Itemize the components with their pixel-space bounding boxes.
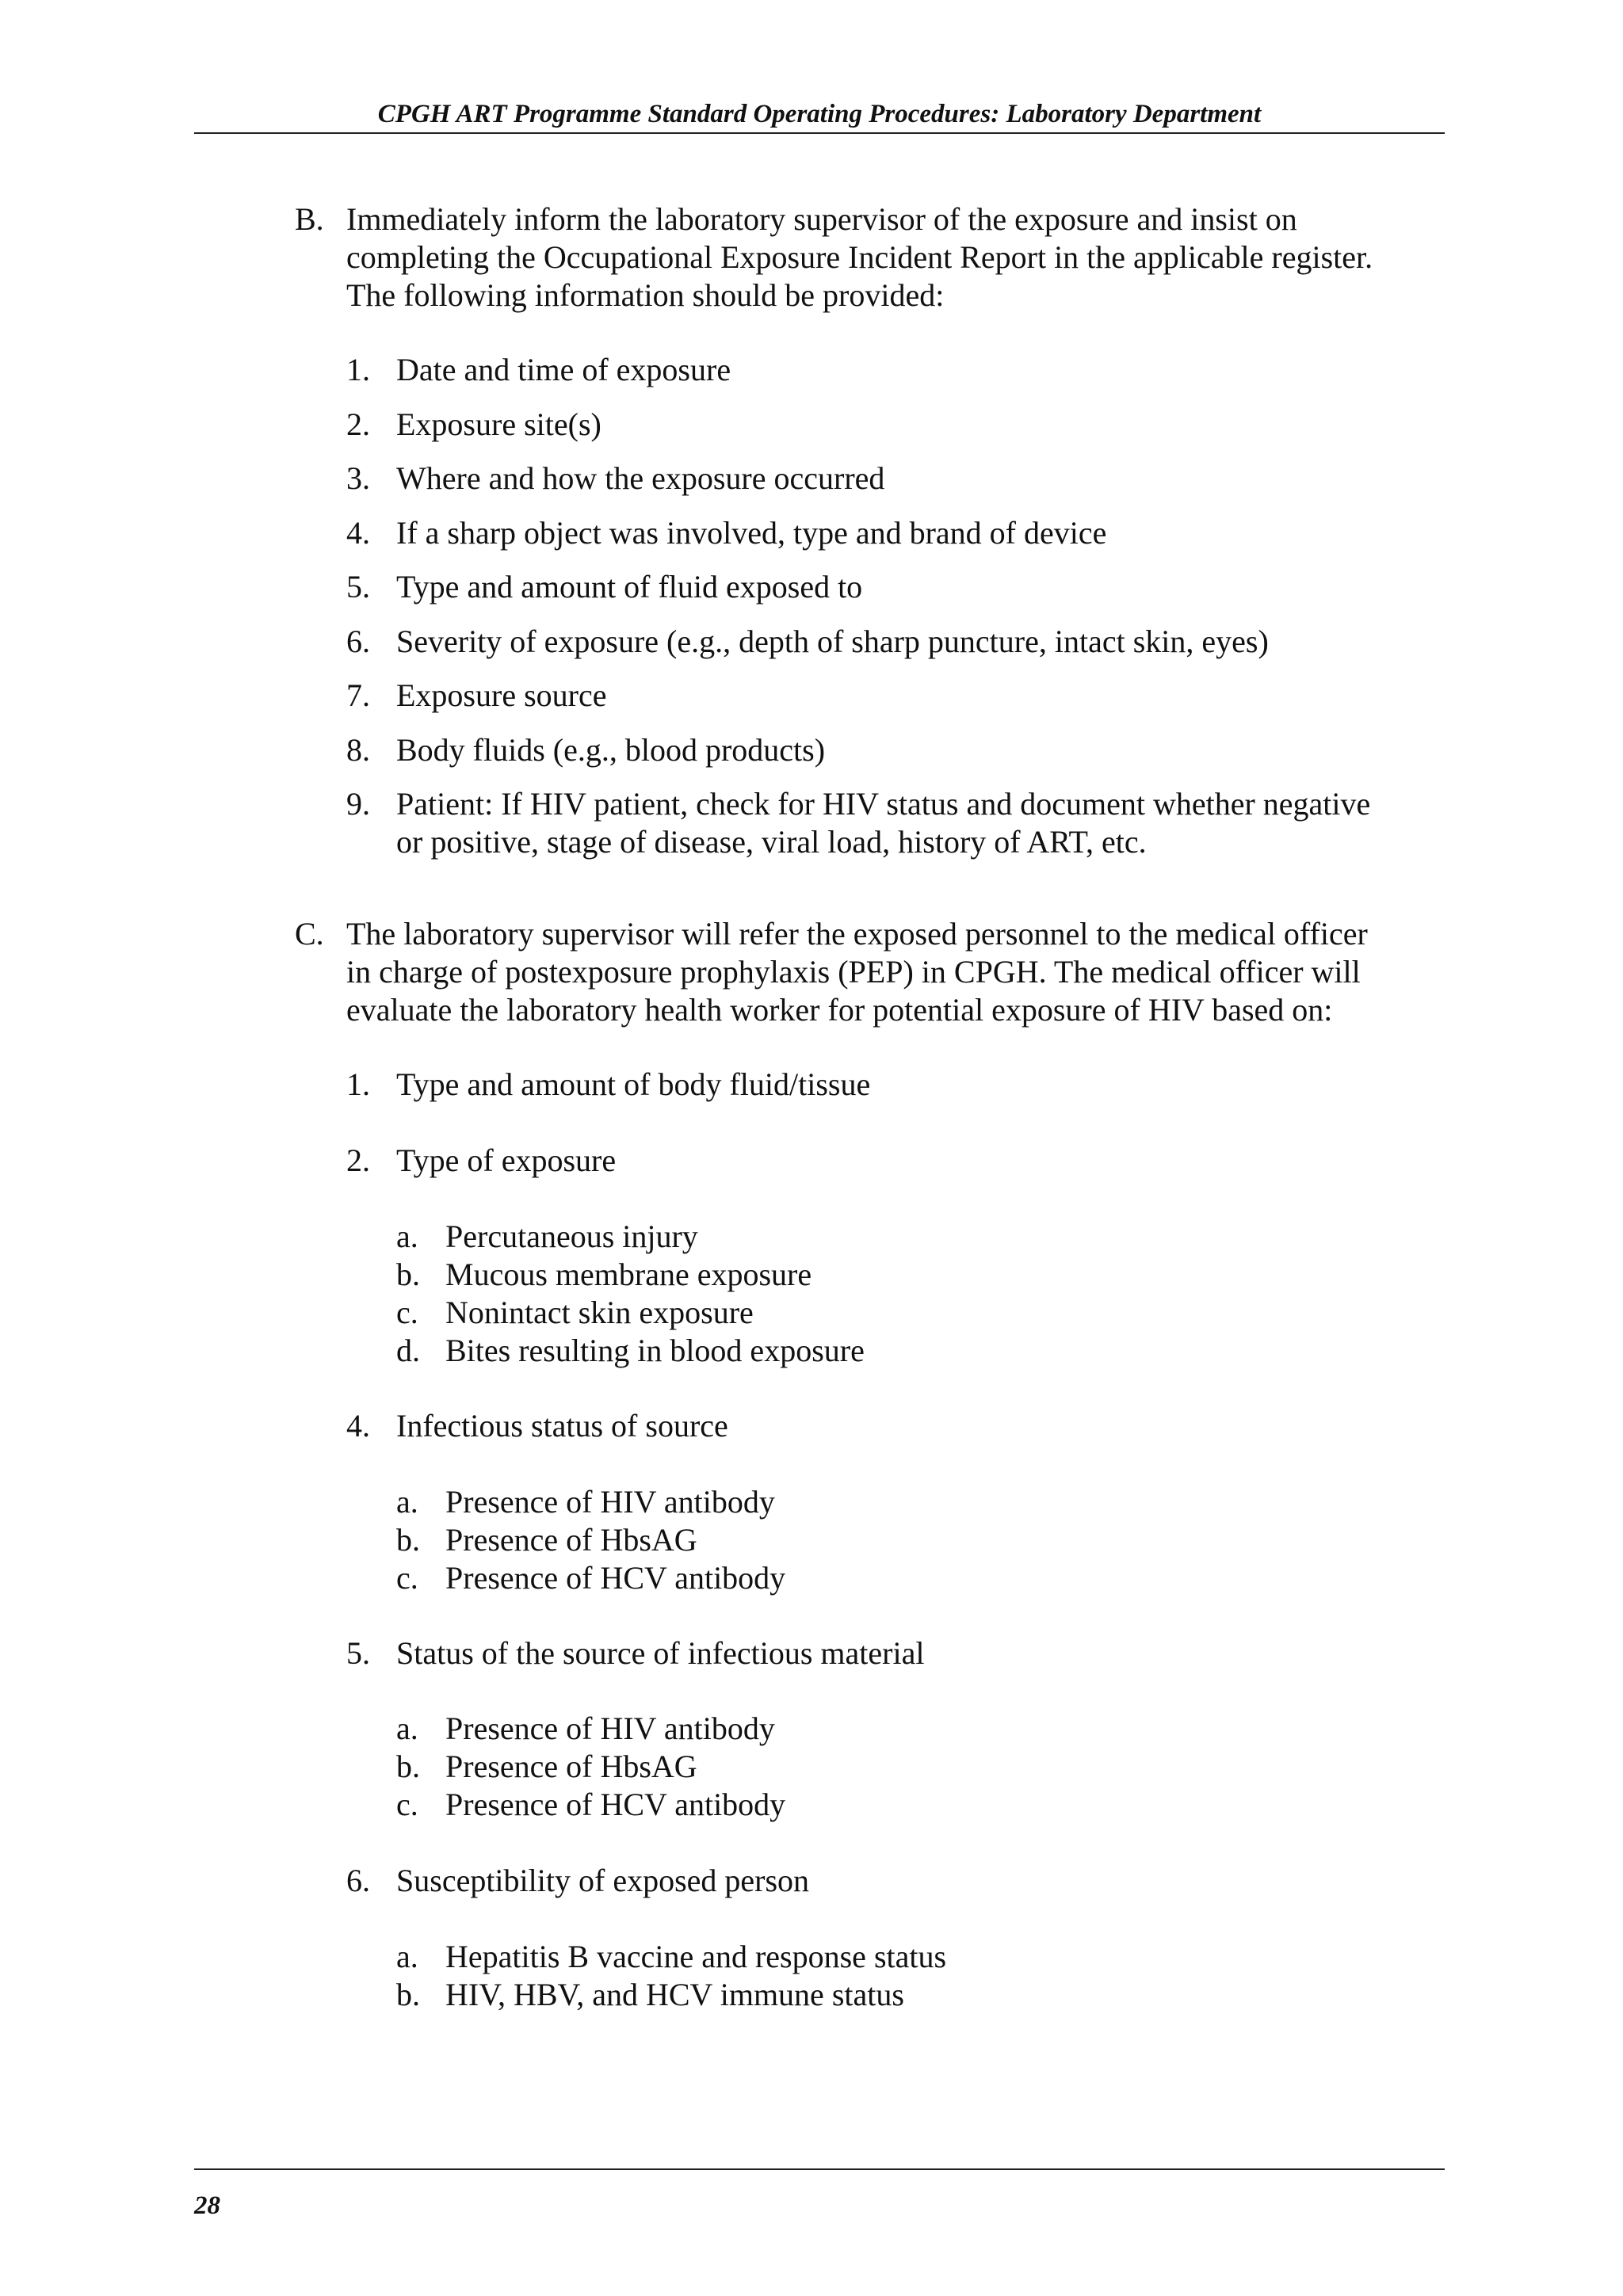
list-item-text: Where and how the exposure occurred	[396, 460, 885, 496]
sub-list-item-text: Mucous membrane exposure	[445, 1257, 812, 1292]
sub-list-item-marker: c.	[396, 1295, 418, 1330]
sub-list-item-marker: a.	[396, 1711, 418, 1746]
list-item-marker: 1.	[346, 1066, 370, 1102]
list-item-text: Type and amount of fluid exposed to	[396, 569, 863, 605]
section-c-marker: C.	[295, 916, 324, 952]
sub-list-item-text: Presence of HbsAG	[445, 1749, 697, 1784]
list-item-marker: 6.	[346, 624, 370, 659]
list-item-marker: 4.	[346, 515, 370, 551]
list-item-marker: 1.	[346, 352, 370, 387]
list-item-text: Status of the source of infectious material	[396, 1635, 925, 1671]
section-b-line-1: Immediately inform the laboratory supervisor of the exposure and insist on	[346, 201, 1297, 237]
sub-list-item-marker: b.	[396, 1522, 420, 1558]
list-item-marker: 6.	[346, 1863, 370, 1898]
sub-list-item-text: Presence of HCV antibody	[445, 1560, 786, 1596]
section-c-line-3: evaluate the laboratory health worker for potential exposure of HIV based on:	[346, 992, 1333, 1028]
sub-list-item-text: Presence of HCV antibody	[445, 1787, 786, 1822]
header-title: CPGH ART Programme Standard Operating Procedures: Laboratory Department	[377, 100, 1262, 128]
sub-list-item-text: Hepatitis B vaccine and response status	[445, 1939, 947, 1974]
sub-list-item-text: Nonintact skin exposure	[445, 1295, 754, 1330]
list-item-marker: 2.	[346, 406, 370, 442]
list-item-text: Type of exposure	[396, 1142, 617, 1178]
list-item-marker: 8.	[346, 732, 370, 768]
list-item-text: or positive, stage of disease, viral load, history of ART, etc.	[396, 824, 1147, 860]
sub-list-item-marker: b.	[396, 1257, 420, 1292]
list-item-marker: 2.	[346, 1142, 370, 1178]
footer-rule	[194, 2168, 1445, 2170]
list-item-marker: 5.	[346, 1635, 370, 1671]
list-item-marker: 7.	[346, 677, 370, 713]
section-b-line-3: The following information should be provided:	[346, 277, 945, 313]
page-number: 28	[194, 2191, 220, 2220]
list-item-text: Date and time of exposure	[396, 352, 731, 387]
sub-list-item-marker: a.	[396, 1219, 418, 1254]
sub-list-item-marker: b.	[396, 1977, 420, 2012]
sub-list-item-text: Bites resulting in blood exposure	[445, 1333, 865, 1368]
section-b-line-2: completing the Occupational Exposure Incident Report in the applicable register.	[346, 239, 1373, 275]
section-c-line-2: in charge of postexposure prophylaxis (PEP) in CPGH. The medical officer will	[346, 954, 1361, 990]
list-item-text: If a sharp object was involved, type and brand of device	[396, 515, 1107, 551]
sub-list-item-text: Percutaneous injury	[445, 1219, 698, 1254]
sub-list-item-text: Presence of HIV antibody	[445, 1711, 775, 1746]
list-item-text: Susceptibility of exposed person	[396, 1863, 810, 1898]
list-item-text: Infectious status of source	[396, 1408, 728, 1444]
sub-list-item-marker: a.	[396, 1484, 418, 1520]
list-item-text: Exposure site(s)	[396, 406, 601, 442]
list-item-marker: 9.	[346, 786, 370, 822]
section-c-line-1: The laboratory supervisor will refer the exposed personnel to the medical officer	[346, 916, 1368, 952]
list-item-marker: 3.	[346, 460, 370, 496]
sub-list-item-text: HIV, HBV, and HCV immune status	[445, 1977, 904, 2012]
sub-list-item-marker: a.	[396, 1939, 418, 1974]
sub-list-item-marker: b.	[396, 1749, 420, 1784]
list-item-text: Exposure source	[396, 677, 607, 713]
list-item-text: Body fluids (e.g., blood products)	[396, 732, 826, 768]
list-item-marker: 4.	[346, 1408, 370, 1444]
sub-list-item-text: Presence of HbsAG	[445, 1522, 697, 1558]
sub-list-item-marker: c.	[396, 1560, 418, 1596]
section-b-marker: B.	[295, 201, 324, 237]
sub-list-item-marker: d.	[396, 1333, 420, 1368]
list-item-text: Severity of exposure (e.g., depth of sharp puncture, intact skin, eyes)	[396, 624, 1269, 659]
list-item-text: Type and amount of body fluid/tissue	[396, 1066, 871, 1102]
list-item-marker: 5.	[346, 569, 370, 605]
list-item-text: Patient: If HIV patient, check for HIV status and document whether negative	[396, 786, 1371, 822]
sub-list-item-text: Presence of HIV antibody	[445, 1484, 775, 1520]
sub-list-item-marker: c.	[396, 1787, 418, 1822]
